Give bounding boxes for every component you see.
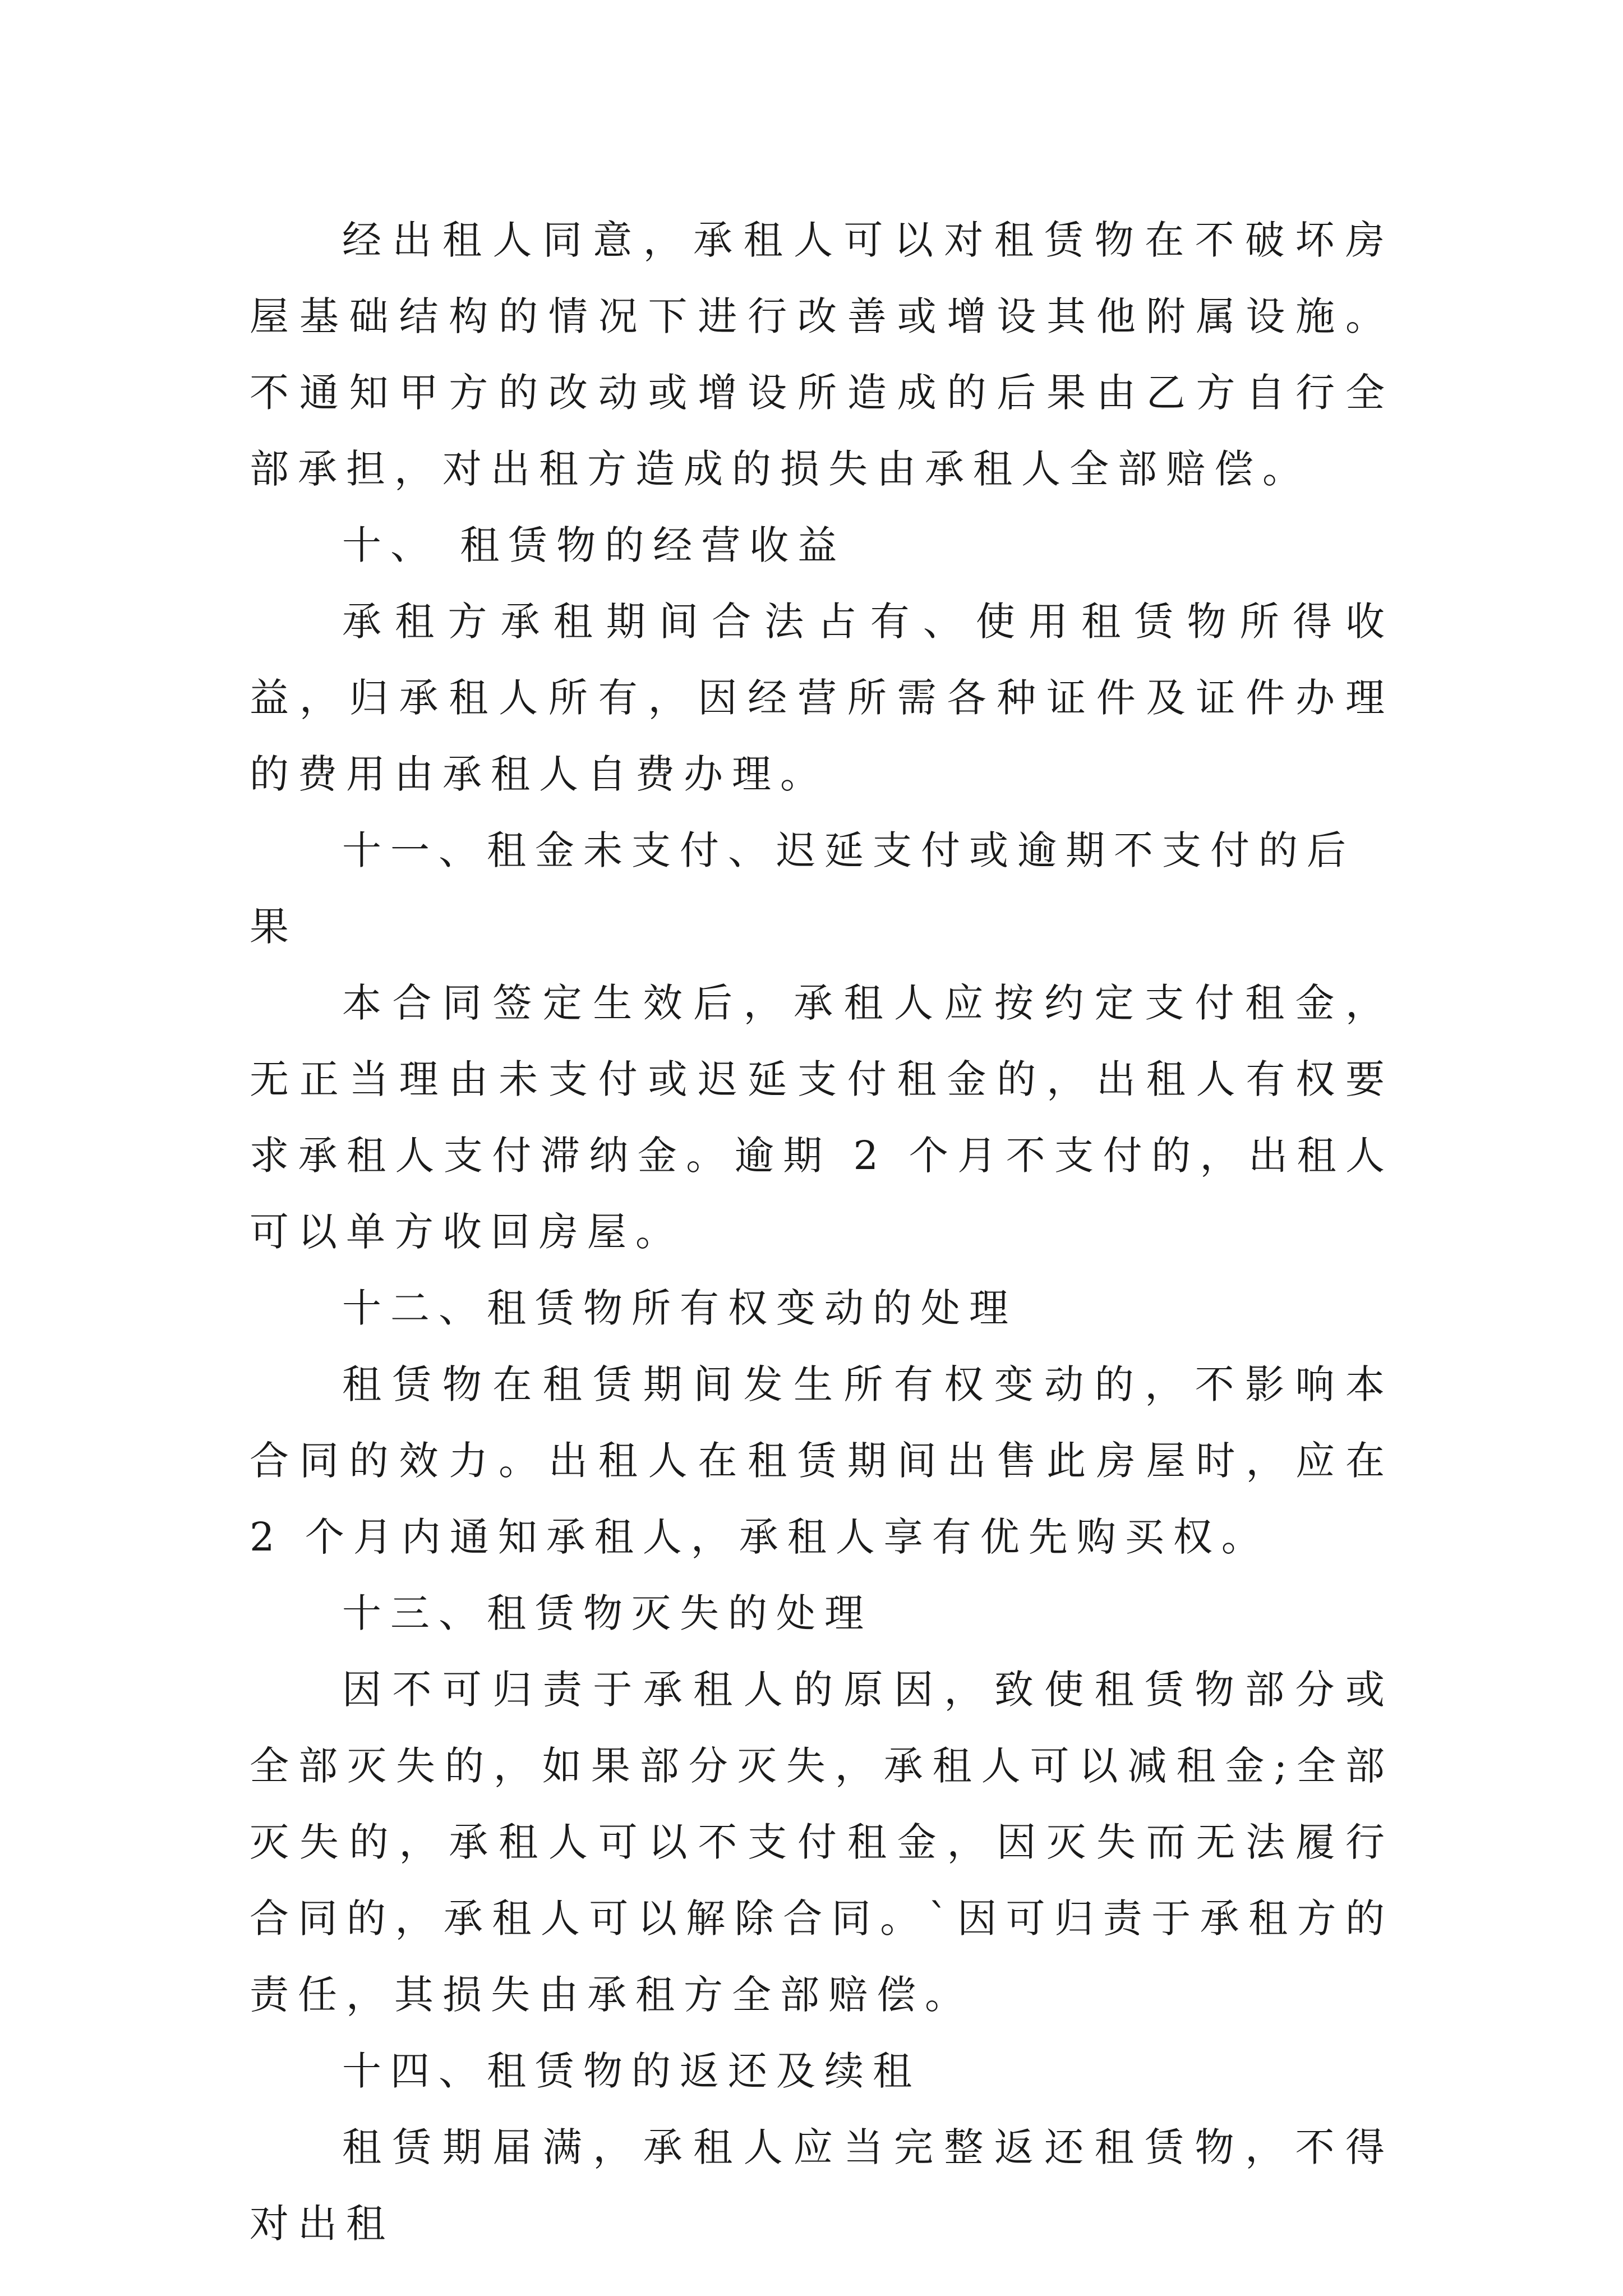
section-heading-14: 十四、租赁物的返还及续租 [342, 2048, 921, 2094]
paragraph-rent-default: 本合同签定生效后，承租人应按约定支付租金，无正当理由未支付或迟延支付租金的，出租人有权要求承租人支付滞纳金。逾期 2 个月不支付的，出租人可以单方收回房屋。 [250, 980, 1394, 1255]
section-heading-13: 十三、租赁物灭失的处理 [342, 1590, 873, 1636]
paragraph-ownership-change: 租赁物在租赁期间发生所有权变动的，不影响本合同的效力。出租人在租赁期间出售此房屋时，应在 2 个月内通知承租人，承租人享有优先购买权。 [250, 1361, 1394, 1560]
paragraph-alterations: 经出租人同意，承租人可以对租赁物在不破坏房屋基础结构的情况下进行改善或增设其他附属设施。不通知甲方的改动或增设所造成的后果由乙方自行全部承担，对出租方造成的损失由承租人全部赔偿。 [250, 217, 1394, 492]
paragraph-return: 租赁期届满，承租人应当完整返还租赁物，不得对出租 [250, 2124, 1394, 2247]
document-body [250, 202, 1394, 2262]
paragraph-income: 承租方承租期间合法占有、使用租赁物所得收益，归承租人所有，因经营所需各种证件及证件办理的费用由承租人自费办理。 [250, 599, 1394, 797]
section-heading-12: 十二、租赁物所有权变动的处理 [342, 1285, 1017, 1331]
section-heading-10: 十、 租赁物的经营收益 [342, 522, 846, 568]
section-heading-11: 十一、租金未支付、迟延支付或逾期不支付的后果 [250, 827, 1355, 950]
paragraph-loss: 因不可归责于承租人的原因，致使租赁物部分或全部灭失的，如果部分灭失，承租人可以减租金;全部灭失的，承租人可以不支付租金，因灭失而无法履行合同的，承租人可以解除合同。`因可归责于承租方的责任，其损失由承租方全部赔偿。 [250, 1667, 1394, 2018]
